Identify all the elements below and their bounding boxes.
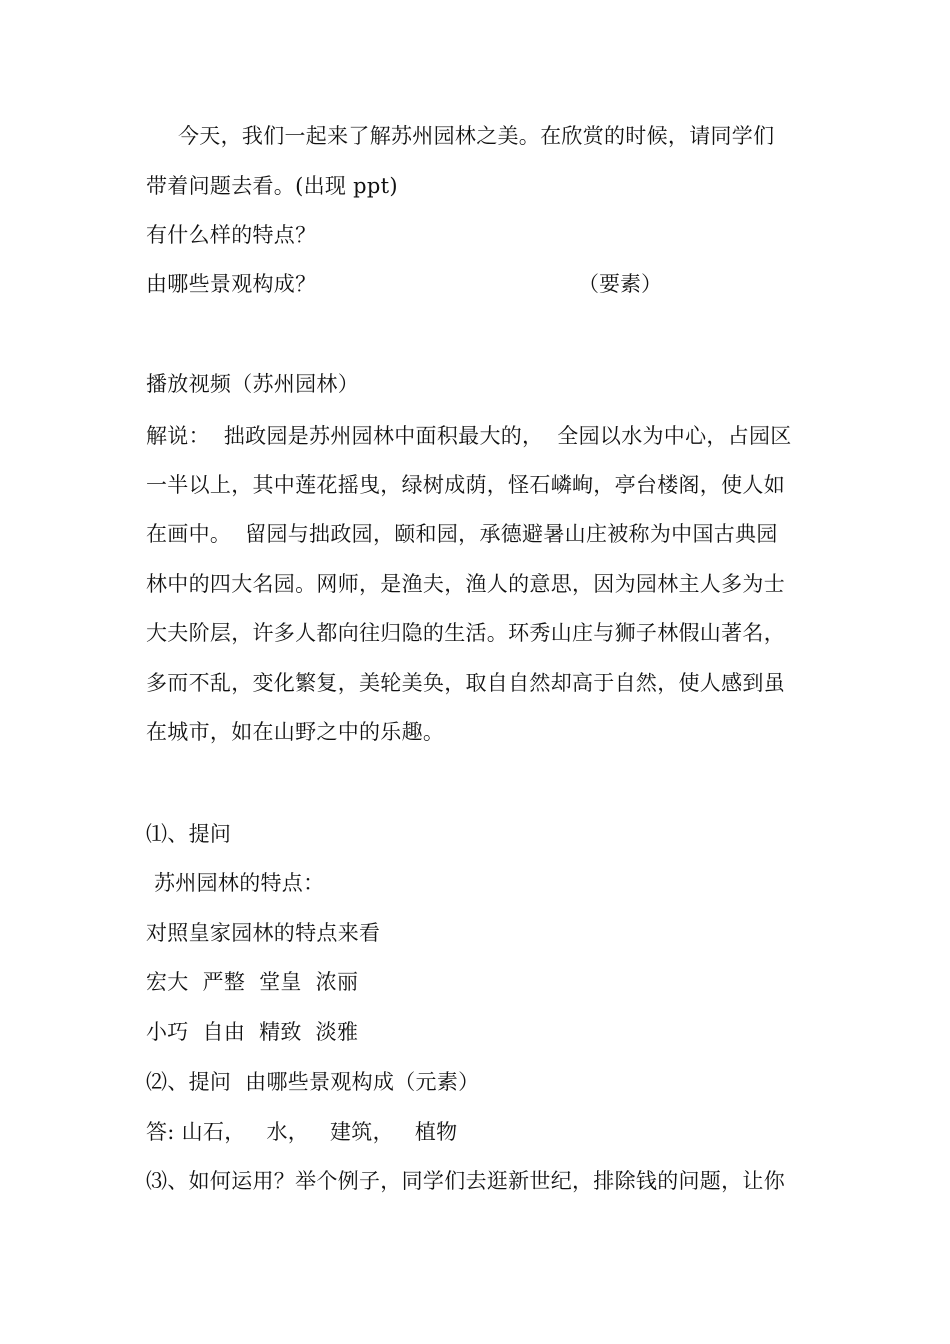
intro-paragraph-line-2: 带着问题去看。(出现 ppt) bbox=[146, 174, 398, 198]
section-1-subtitle: 苏州园林的特点： bbox=[154, 871, 325, 895]
narration-line-4: 林中的四大名园。网师，是渔夫，渔人的意思，因为园林主人多为士 bbox=[146, 572, 785, 596]
narration-line-3: 在画中。 留园与拙政园，颐和园，承德避暑山庄被称为中国古典园 bbox=[146, 522, 778, 546]
intro-paragraph-line-1: 今天，我们一起来了解苏州园林之美。在欣赏的时候，请同学们 bbox=[178, 124, 775, 148]
suzhou-garden-traits: 小巧 自由 精致 淡雅 bbox=[146, 1020, 359, 1044]
narration-line-5: 大夫阶层，许多人都向往归隐的生活。环秀山庄与狮子林假山著名， bbox=[146, 621, 785, 645]
video-heading: 播放视频（苏州园林） bbox=[146, 372, 359, 396]
narration-line-1: 解说： 拙政园是苏州园林中面积最大的， 全园以水为中心，占园区 bbox=[146, 424, 792, 448]
section-1-title: ⑴、提问 bbox=[146, 822, 232, 846]
section-1-compare: 对照皇家园林的特点来看 bbox=[146, 921, 381, 945]
royal-garden-traits: 宏大 严整 堂皇 浓丽 bbox=[146, 970, 359, 994]
section-3-title: ⑶、如何运用？举个例子，同学们去逛新世纪，排除钱的问题，让你 bbox=[146, 1169, 785, 1193]
narration-line-7: 在城市，如在山野之中的乐趣。 bbox=[146, 720, 445, 744]
narration-line-6: 多而不乱，变化繁复，美轮美奂，取自自然却高于自然，使人感到虽 bbox=[146, 671, 785, 695]
narration-line-2: 一半以上，其中莲花摇曳，绿树成荫，怪石嶙峋，亭台楼阁，使人如 bbox=[146, 473, 785, 497]
section-2-title: ⑵、提问 由哪些景观构成（元素） bbox=[146, 1070, 480, 1094]
question-elements: 由哪些景观构成？ bbox=[146, 272, 317, 296]
question-features: 有什么样的特点？ bbox=[146, 223, 317, 247]
question-elements-note: （要素） bbox=[578, 272, 662, 296]
section-2-answer: 答: 山石， 水， 建筑， 植物 bbox=[146, 1120, 458, 1144]
